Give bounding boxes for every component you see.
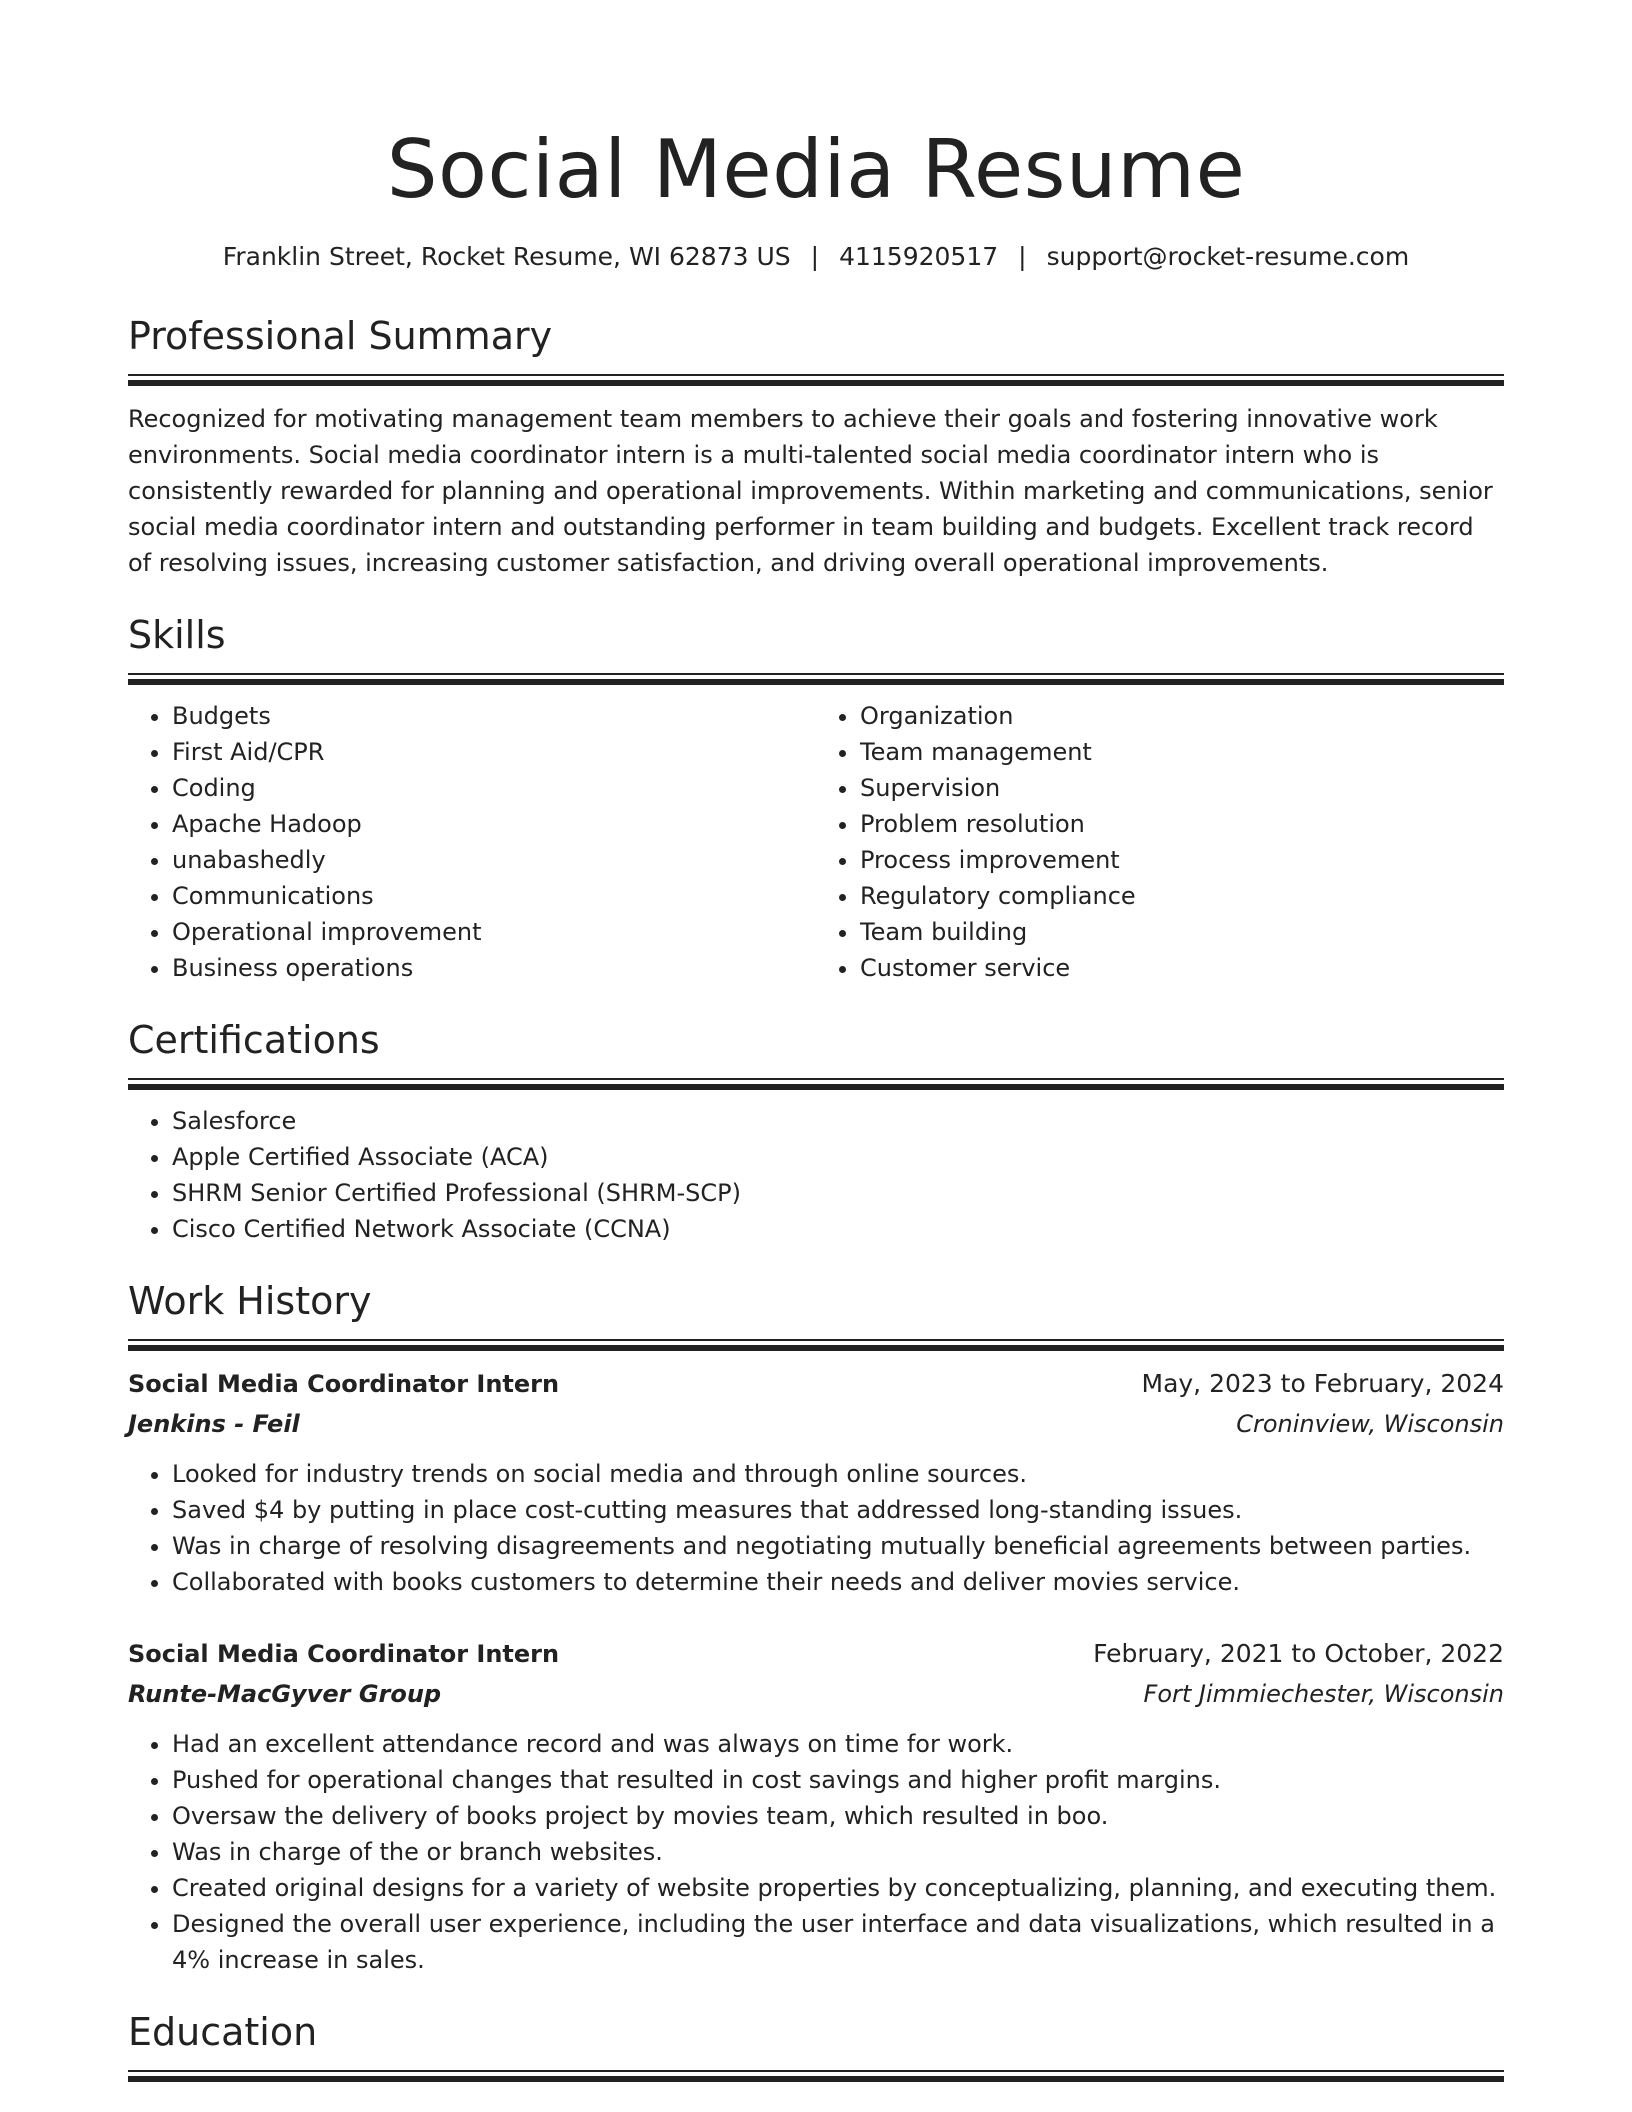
contact-phone: 4115920517 [839, 242, 999, 271]
skill-item: • Regulatory compliance [860, 878, 1504, 914]
skill-item: • Supervision [860, 770, 1504, 806]
skill-item: • Team management [860, 734, 1504, 770]
skill-item: • Coding [172, 770, 816, 806]
skill-item: • unabashedly [172, 842, 816, 878]
contact-email: support@rocket-resume.com [1046, 242, 1410, 271]
job-bullet: • Had an excellent attendance record and was always on time for work. [172, 1726, 1504, 1762]
skills-column-right [816, 698, 1504, 986]
job-bullet: • Collaborated with books customers to determine their needs and deliver movies service. [172, 1564, 1504, 1600]
job-dates: February, 2021 to October, 2022 [1093, 1639, 1504, 1668]
resume-content [128, 0, 1504, 2081]
resume-name: Social Media Resume [386, 123, 1246, 216]
certifications-heading: Certifications [128, 1018, 380, 1062]
skill-item: • Process improvement [860, 842, 1504, 878]
certification-item: • SHRM Senior Certified Professional (SHRM-SCP) [172, 1175, 1504, 1211]
skill-item: • Apache Hadoop [172, 806, 816, 842]
certifications-section [128, 1016, 1504, 1247]
skill-item: • Problem resolution [860, 806, 1504, 842]
contact-separator: | [810, 242, 820, 271]
education-section [128, 2008, 1504, 2081]
skill-item: • Budgets [172, 698, 816, 734]
section-divider [128, 1078, 1504, 1089]
work-section [128, 1277, 1504, 1978]
job-bullet: • Was in charge of the or branch websites. [172, 1834, 1504, 1870]
skills-columns [128, 698, 1504, 986]
skill-item: • Operational improvement [172, 914, 816, 950]
certification-item: • Cisco Certified Network Associate (CCNA) [172, 1211, 1504, 1247]
section-divider [128, 673, 1504, 684]
skill-item: • Communications [172, 878, 816, 914]
section-divider [128, 1339, 1504, 1350]
job-location: Croninview, Wisconsin [1236, 1410, 1504, 1438]
summary-text: Recognized for motivating management team members to achieve their goals and fostering innovative work environments. Social media coordinator intern is a multi-talented social media coordinator intern who is consistently rewarded for planning and operational improvements. Within marketing and communications, senior social media coordinator intern and outstanding performer in team building and budgets. Excellent track record of resolving issues, increasing customer satisfaction, and driving overall operational improvements. [128, 405, 1493, 577]
job-bullet: • Looked for industry trends on social media and through online sources. [172, 1456, 1504, 1492]
section-divider [128, 374, 1504, 385]
job-entry [128, 1366, 1504, 1600]
skill-item: • Customer service [860, 950, 1504, 986]
skill-item: • Organization [860, 698, 1504, 734]
skill-item: • First Aid/CPR [172, 734, 816, 770]
job-company: Runte-MacGyver Group [128, 1680, 442, 1708]
job-bullet: • Was in charge of resolving disagreements and negotiating mutually beneficial agreements between parties. [172, 1528, 1504, 1564]
job-bullet: • Designed the overall user experience, including the user interface and data visualizations, which resulted in a 4% increase in sales. [172, 1906, 1504, 1978]
contact-line [128, 240, 1504, 274]
job-title: Social Media Coordinator Intern [128, 1640, 560, 1668]
education-heading: Education [128, 2010, 318, 2054]
contact-separator: | [1018, 242, 1027, 271]
certification-item: • Apple Certified Associate (ACA) [172, 1139, 1504, 1175]
work-heading: Work History [128, 1279, 372, 1323]
job-company: Jenkins - Feil [128, 1410, 300, 1438]
summary-heading: Professional Summary [128, 314, 553, 358]
job-location: Fort Jimmiechester, Wisconsin [1143, 1680, 1504, 1708]
skills-heading: Skills [128, 613, 226, 657]
job-bullet: • Pushed for operational changes that resulted in cost savings and higher profit margins. [172, 1762, 1504, 1798]
skill-item: • Team building [860, 914, 1504, 950]
skills-column-left [128, 698, 816, 986]
skills-section [128, 611, 1504, 986]
summary-section [128, 312, 1504, 581]
job-bullet: • Created original designs for a variety of website properties by conceptualizing, planning, and executing them. [172, 1870, 1504, 1906]
job-bullet: • Oversaw the delivery of books project by movies team, which resulted in boo. [172, 1798, 1504, 1834]
contact-address: Franklin Street, Rocket Resume, WI 62873 US [222, 242, 791, 271]
skill-item: • Business operations [172, 950, 816, 986]
certification-item: • Salesforce [172, 1103, 1504, 1139]
job-dates: May, 2023 to February, 2024 [1141, 1369, 1504, 1398]
section-divider [128, 2070, 1504, 2081]
job-bullet: • Saved $4 by putting in place cost-cutting measures that addressed long-standing issues. [172, 1492, 1504, 1528]
job-entry [128, 1636, 1504, 1978]
job-title: Social Media Coordinator Intern [128, 1370, 560, 1398]
